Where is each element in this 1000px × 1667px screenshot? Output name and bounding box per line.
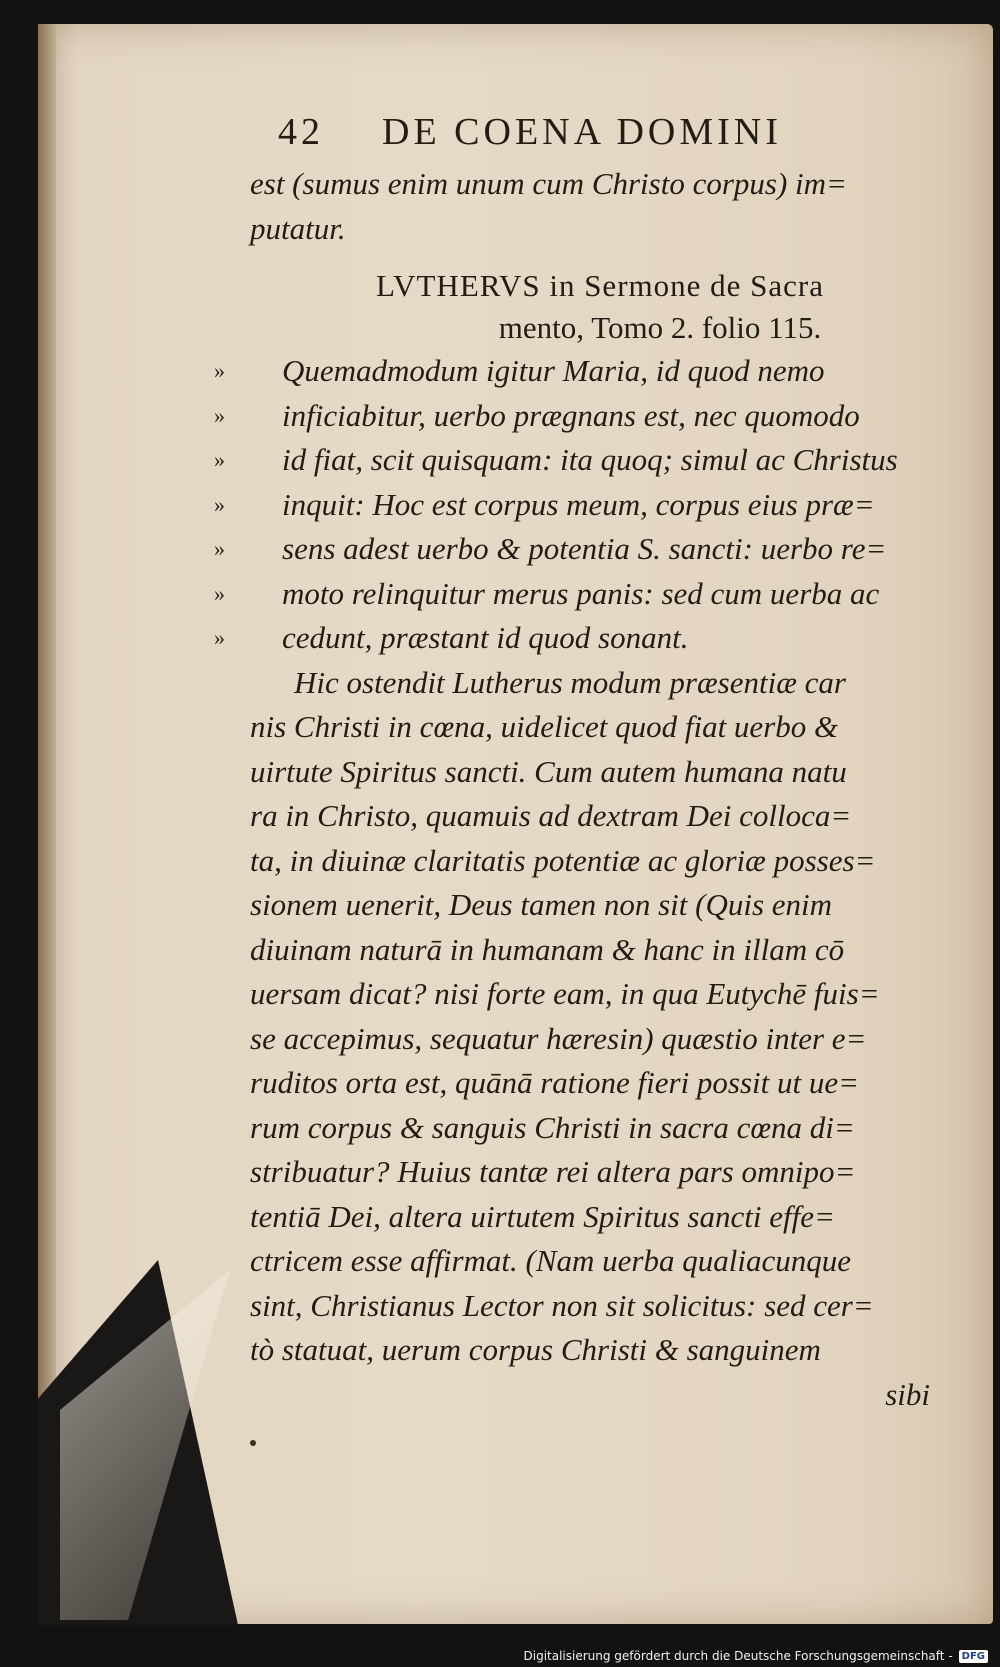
text-line: rum corpus & sanguis Christi in sacra cœna di= bbox=[250, 1109, 855, 1145]
text-line: putatur. bbox=[250, 210, 346, 246]
running-head bbox=[250, 110, 950, 162]
text-line: uersam dicat? nisi forte eam, in qua Eutychē fuis= bbox=[250, 976, 880, 1011]
text-line: nis Christi in cœna, uidelicet quod fiat uerbo & bbox=[250, 709, 839, 744]
text-line: tò statuat, uerum corpus Christi & sanguinem bbox=[250, 1332, 821, 1367]
text-block bbox=[250, 110, 950, 1417]
text-line: ruditos orta est, quānā ratione fieri possit ut ue= bbox=[250, 1065, 860, 1100]
text-line: sint, Christianus Lector non sit solicitus: sed cer= bbox=[250, 1287, 874, 1323]
section-heading: mento, Tomo 2. folio 115. bbox=[498, 310, 822, 345]
paragraph-first-line: Hic ostendit Lutherus modum præsentiæ car bbox=[294, 664, 846, 700]
text-line: se accepimus, sequatur hæresin) quæstio inter e= bbox=[250, 1020, 867, 1056]
text-line: sionem uenerit, Deus tamen non sit (Quis enim bbox=[250, 887, 833, 922]
text-line: stribuatur? Huius tantæ rei altera pars omnipo= bbox=[250, 1154, 856, 1189]
running-title: DE COENA DOMINI bbox=[382, 111, 782, 153]
text-line: est (sumus enim unum cum Christo corpus) im= bbox=[250, 166, 847, 201]
text-line: ta, in diuinæ claritatis potentiæ ac gloriæ posses= bbox=[250, 842, 876, 878]
ink-spot bbox=[250, 1440, 256, 1446]
quoted-line: » inficiabitur, uerbo prægnans est, nec quomodo bbox=[250, 394, 950, 439]
text-line: ctricem esse affirmat. (Nam uerba qualiacunque bbox=[250, 1243, 851, 1278]
quoted-line: » cedunt, præstant id quod sonant. bbox=[250, 616, 950, 661]
text-line: ra in Christo, quamuis ad dextram Dei colloca= bbox=[250, 798, 852, 833]
page-number: 42 bbox=[278, 111, 324, 153]
quoted-line: » sens adest uerbo & potentia S. sancti: uerbo re= bbox=[250, 527, 950, 572]
quoted-line: » id fiat, scit quisquam: ita quoq; simul ac Christus bbox=[250, 438, 950, 483]
quoted-line: » inquit: Hoc est corpus meum, corpus eius præ= bbox=[250, 483, 950, 528]
quoted-line: » Quemadmodum igitur Maria, id quod nemo bbox=[250, 349, 950, 394]
section-heading: LVTHERVS in Sermone de Sacra bbox=[376, 268, 824, 303]
dfg-logo: DFG bbox=[959, 1650, 988, 1663]
catchword: sibi bbox=[885, 1376, 930, 1412]
digitization-credit bbox=[524, 1649, 989, 1663]
credit-text: Digitalisierung gefördert durch die Deutsche Forschungsgemeinschaft - bbox=[523, 1649, 953, 1663]
text-line: tentiā Dei, altera uirtutem Spiritus sancti effe= bbox=[250, 1198, 835, 1234]
text-line: uirtute Spiritus sancti. Cum autem humana natu bbox=[250, 753, 847, 789]
quoted-line: » moto relinquitur merus panis: sed cum uerba ac bbox=[250, 572, 950, 617]
text-line: diuinam naturā in humanam & hanc in illam cō bbox=[250, 931, 845, 967]
